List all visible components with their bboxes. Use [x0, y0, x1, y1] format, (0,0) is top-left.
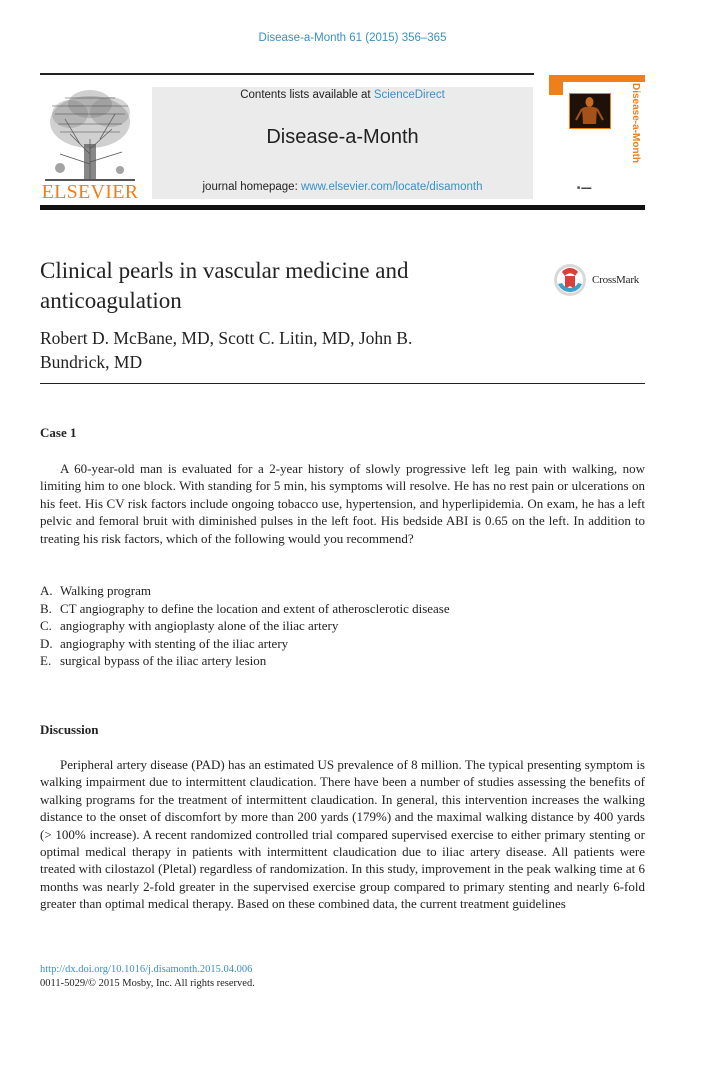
answer-options: [40, 582, 645, 670]
cover-image: [569, 93, 611, 129]
journal-citation-link[interactable]: Disease-a-Month 61 (2015) 356–365: [258, 32, 447, 44]
article-authors: Robert D. McBane, MD, Scott C. Litin, MD, John B. Bundrick, MD: [40, 328, 413, 372]
crossmark-label[interactable]: CrossMark: [592, 274, 640, 286]
contents-available-line: [152, 89, 533, 101]
case-heading: Case 1: [40, 425, 77, 440]
article-title: Clinical pearls in vascular medicine and anticoagulation: [40, 258, 409, 313]
answer-option: E. surgical bypass of the iliac artery lesion: [40, 653, 267, 669]
header-rule-top: [40, 73, 534, 75]
answer-option: A. Walking program: [40, 583, 152, 598]
answer-option: B. CT angiography to define the location and extent of atherosclerotic disease: [40, 600, 450, 616]
answer-option: D. angiography with stenting of the iliac artery: [40, 635, 289, 651]
homepage-link[interactable]: www.elsevier.com/locate/disamonth: [300, 181, 483, 193]
journal-cover: [549, 75, 645, 199]
contents-prefix: Contents lists available at: [240, 89, 374, 101]
elsevier-wordmark: ELSEVIER: [41, 181, 139, 203]
cover-stripe: [549, 75, 645, 82]
discussion-body: Peripheral artery disease (PAD) has an estimated US prevalence of 8 million. The typical presenting symptom is walking impairment due to intermittent claudication. There have been a number of studies assessing the benefits of walking programs for the treatment of intermittent claudication. In general, this intervention increases the walking distance to the onset of discomfort by more than 200 yards (179%) and the maximal walking distance by 400 yards (> 100% increase). A recent randomized controlled trial compared supervised exercise to either primary stenting or optimal medical therapy in patients with intermittent claudication due to iliac artery disease. All patients were treated with cilostazol (Pletal) regardless of randomization. In this study, improvement in the peak walking time at 6 months was nearly 2-fold greater in the supervised exercise group compared to primary stenting and nearly 6-fold greater than optimal medical therapy. Based on these combined data, the current treatment guidelines: [40, 757, 645, 912]
journal-title: Disease-a-Month: [266, 126, 419, 148]
discussion-heading: Discussion: [40, 722, 99, 737]
cover-publisher-mark: ■ ▬▬: [577, 185, 592, 191]
section-rule: [40, 383, 645, 384]
header-rule-bottom: [40, 205, 645, 210]
sciencedirect-link[interactable]: ScienceDirect: [373, 89, 445, 101]
homepage-prefix: journal homepage:: [202, 181, 301, 193]
case-body: A 60-year-old man is evaluated for a 2-year history of slowly progressive left leg pain with walking, now limiting him to one block. With standing for 5 min, his symptoms will resolve. He has no rest pain or ulcerations on his feet. His CV risk factors include ongoing tobacco use, hypertension, and hyperlipidemia. On exam, he has a left pelvic and femoral bruit with diminished pulses in the left foot. His bedside ABI is 0.65 on the left. In addition to treating his risk factors, which of the following would you recommend?: [40, 461, 645, 546]
journal-homepage-line: [152, 181, 533, 193]
cover-corner: [549, 75, 563, 95]
copyright-line: 0011-5029/© 2015 Mosby, Inc. All rights reserved.: [40, 978, 255, 989]
doi-link[interactable]: http://dx.doi.org/10.1016/j.disamonth.2015.04.006: [40, 964, 253, 975]
answer-option: C. angiography with angioplasty alone of the iliac artery: [40, 618, 339, 634]
cover-figure-icon: [570, 94, 609, 127]
cover-title: Disease-a-Month: [630, 83, 641, 164]
